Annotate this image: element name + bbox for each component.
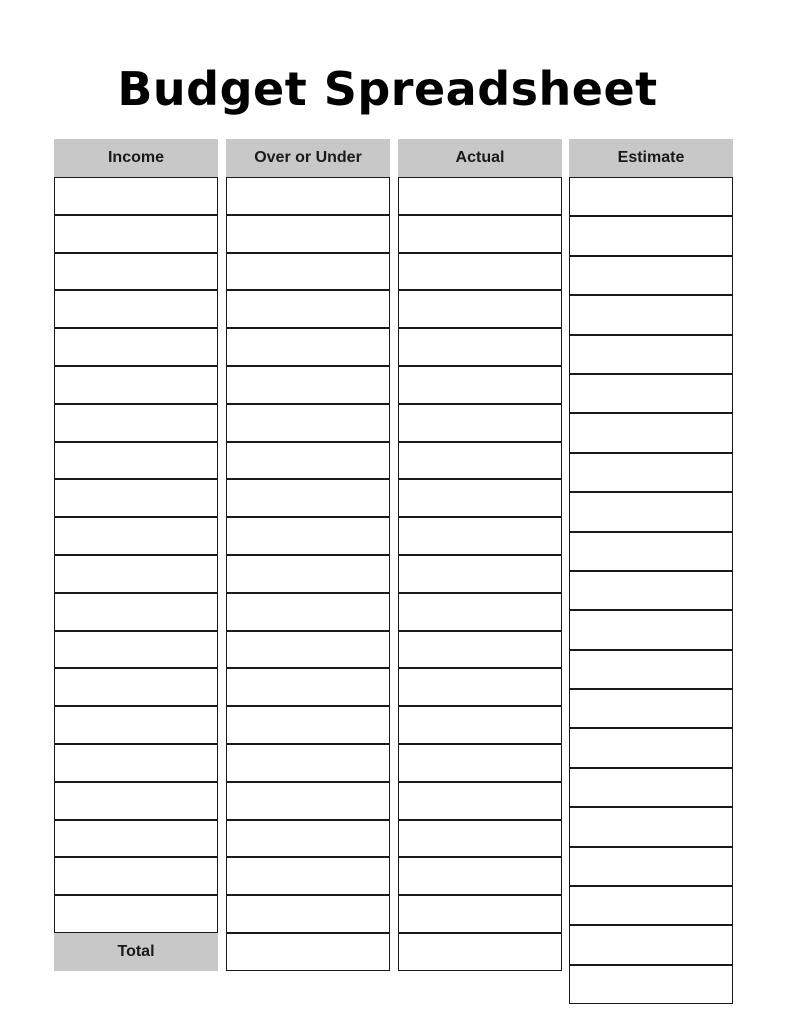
entry-cell[interactable] — [226, 479, 390, 517]
entry-cell[interactable] — [54, 782, 218, 820]
entry-cell[interactable] — [398, 706, 562, 744]
entry-cell[interactable] — [226, 782, 390, 820]
entry-cell[interactable] — [226, 366, 390, 404]
entry-cell[interactable] — [569, 925, 733, 964]
entry-cell[interactable] — [398, 366, 562, 404]
entry-cell[interactable] — [54, 593, 218, 631]
entry-cell[interactable] — [398, 744, 562, 782]
entry-cell[interactable] — [398, 404, 562, 442]
entry-cell[interactable] — [54, 290, 218, 328]
column-header-over-or-under: Over or Under — [226, 139, 390, 177]
actual-cells — [398, 177, 562, 971]
entry-cell[interactable] — [569, 571, 733, 610]
entry-cell[interactable] — [54, 555, 218, 593]
entry-cell[interactable] — [226, 593, 390, 631]
entry-cell[interactable] — [226, 442, 390, 480]
entry-cell[interactable] — [569, 335, 733, 374]
entry-cell[interactable] — [54, 895, 218, 933]
entry-cell[interactable] — [569, 610, 733, 649]
entry-cell[interactable] — [226, 933, 390, 971]
entry-cell[interactable] — [569, 256, 733, 295]
entry-cell[interactable] — [226, 668, 390, 706]
entry-cell[interactable] — [569, 295, 733, 334]
entry-cell[interactable] — [398, 328, 562, 366]
entry-cell[interactable] — [226, 177, 390, 215]
entry-cell[interactable] — [569, 728, 733, 767]
entry-cell[interactable] — [398, 593, 562, 631]
column-estimate — [569, 139, 733, 1004]
entry-cell[interactable] — [398, 442, 562, 480]
entry-cell[interactable] — [569, 650, 733, 689]
column-income — [54, 139, 218, 971]
entry-cell[interactable] — [226, 857, 390, 895]
entry-cell[interactable] — [54, 631, 218, 669]
entry-cell[interactable] — [226, 744, 390, 782]
column-header-income: Income — [54, 139, 218, 177]
entry-cell[interactable] — [398, 782, 562, 820]
entry-cell[interactable] — [226, 290, 390, 328]
entry-cell[interactable] — [398, 668, 562, 706]
entry-cell[interactable] — [569, 847, 733, 886]
entry-cell[interactable] — [569, 453, 733, 492]
total-label: Total — [54, 933, 218, 971]
entry-cell[interactable] — [226, 253, 390, 291]
column-header-actual: Actual — [398, 139, 562, 177]
entry-cell[interactable] — [226, 404, 390, 442]
entry-cell[interactable] — [398, 517, 562, 555]
entry-cell[interactable] — [569, 965, 733, 1004]
entry-cell[interactable] — [226, 706, 390, 744]
entry-cell[interactable] — [569, 374, 733, 413]
over-or-under-cells — [226, 177, 390, 971]
entry-cell[interactable] — [569, 216, 733, 255]
entry-cell[interactable] — [398, 479, 562, 517]
entry-cell[interactable] — [569, 768, 733, 807]
entry-cell[interactable] — [398, 555, 562, 593]
income-cells — [54, 177, 218, 933]
entry-cell[interactable] — [54, 215, 218, 253]
entry-cell[interactable] — [54, 328, 218, 366]
entry-cell[interactable] — [54, 706, 218, 744]
column-actual — [398, 139, 562, 971]
entry-cell[interactable] — [226, 517, 390, 555]
entry-cell[interactable] — [226, 555, 390, 593]
page-title: Budget Spreadsheet — [117, 62, 658, 116]
column-header-estimate: Estimate — [569, 139, 733, 177]
column-over-or-under — [226, 139, 390, 971]
entry-cell[interactable] — [54, 366, 218, 404]
entry-cell[interactable] — [54, 668, 218, 706]
entry-cell[interactable] — [569, 807, 733, 846]
entry-cell[interactable] — [569, 177, 733, 216]
entry-cell[interactable] — [569, 413, 733, 452]
entry-cell[interactable] — [569, 532, 733, 571]
entry-cell[interactable] — [54, 177, 218, 215]
entry-cell[interactable] — [398, 215, 562, 253]
entry-cell[interactable] — [569, 886, 733, 925]
entry-cell[interactable] — [398, 895, 562, 933]
entry-cell[interactable] — [398, 631, 562, 669]
entry-cell[interactable] — [398, 253, 562, 291]
entry-cell[interactable] — [398, 177, 562, 215]
entry-cell[interactable] — [398, 290, 562, 328]
entry-cell[interactable] — [226, 328, 390, 366]
entry-cell[interactable] — [54, 479, 218, 517]
entry-cell[interactable] — [569, 492, 733, 531]
estimate-cells — [569, 177, 733, 1004]
entry-cell[interactable] — [226, 631, 390, 669]
entry-cell[interactable] — [54, 820, 218, 858]
entry-cell[interactable] — [54, 442, 218, 480]
entry-cell[interactable] — [226, 820, 390, 858]
entry-cell[interactable] — [54, 517, 218, 555]
entry-cell[interactable] — [54, 744, 218, 782]
entry-cell[interactable] — [54, 404, 218, 442]
entry-cell[interactable] — [226, 215, 390, 253]
entry-cell[interactable] — [226, 895, 390, 933]
entry-cell[interactable] — [398, 820, 562, 858]
entry-cell[interactable] — [569, 689, 733, 728]
entry-cell[interactable] — [54, 857, 218, 895]
entry-cell[interactable] — [54, 253, 218, 291]
entry-cell[interactable] — [398, 933, 562, 971]
entry-cell[interactable] — [398, 857, 562, 895]
